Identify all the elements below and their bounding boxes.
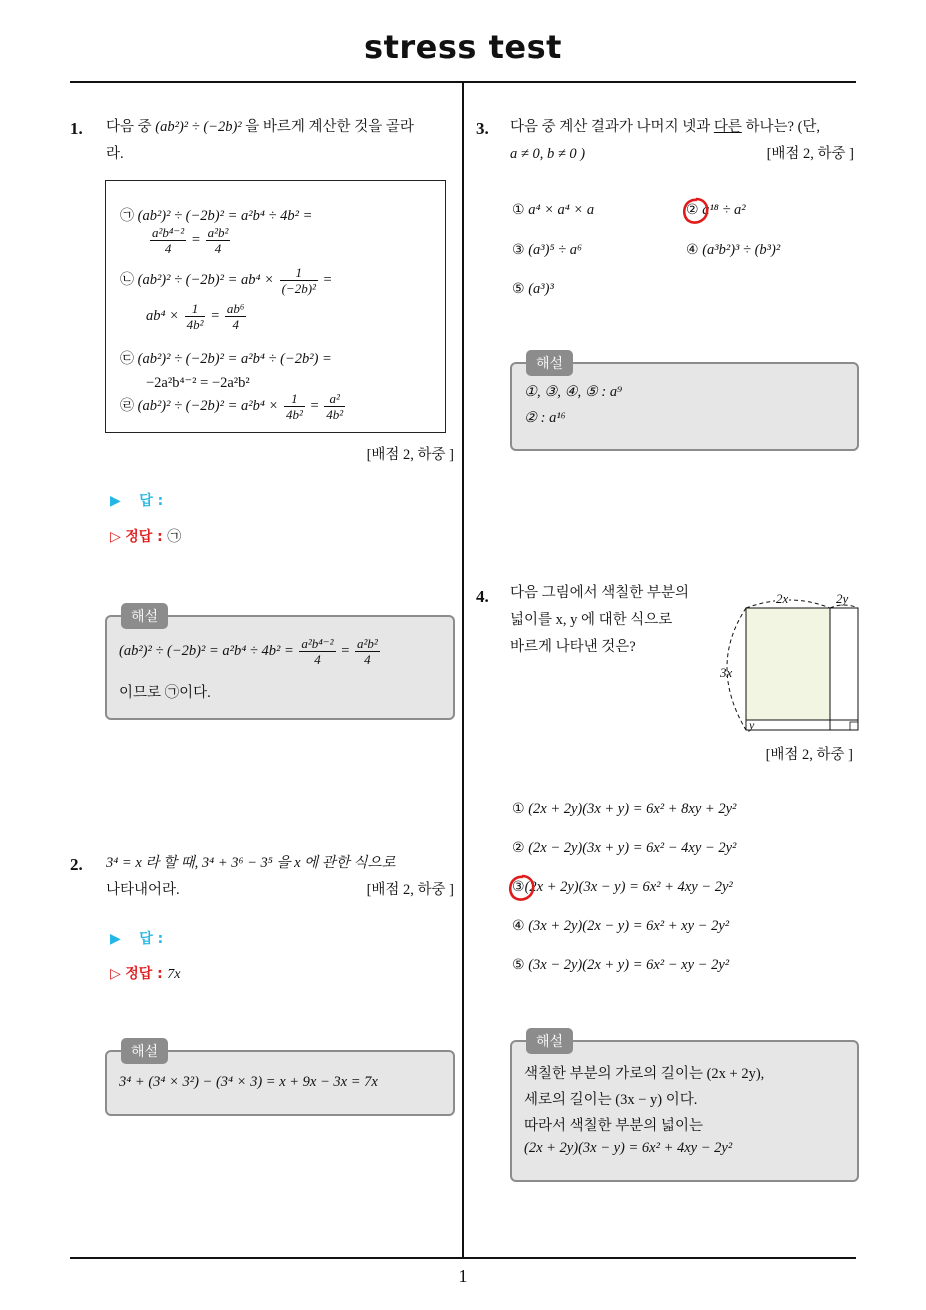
- answer-circle-icon: [506, 872, 538, 904]
- q3-option-5[interactable]: ⑤ (a³)³: [512, 281, 554, 297]
- q2-solution-line1: 3⁴ + (3⁴ × 3²) − (3⁴ × 3) = x + 9x − 3x = 7x: [119, 1074, 378, 1090]
- q4-solution-line2: 세로의 길이는 (3x − y) 이다.: [524, 1092, 698, 1108]
- q4-number: 4.: [476, 587, 489, 606]
- q3-meta: [배점 2, 하중 ]: [766, 146, 854, 162]
- q3-option-3[interactable]: ③ (a³)⁵ ÷ a⁶: [512, 242, 582, 258]
- q2-solution-box: [105, 1044, 455, 1116]
- q4-fig-topright-label: 2y: [836, 591, 849, 606]
- q4-option-2[interactable]: ② (2x − 2y)(3x + y) = 6x² − 4xy − 2y²: [512, 840, 737, 856]
- q3-solution-line1: ①, ③, ④, ⑤ : a⁹: [524, 384, 623, 400]
- answer-arrow-icon: ▶: [110, 493, 121, 509]
- q3-text-l2: a ≠ 0, b ≠ 0 ): [510, 146, 586, 162]
- q4-option-3[interactable]: ③(2x + 2y)(3x − y) = 6x² + 4xy − 2y²: [512, 879, 733, 896]
- q2-text-l1: 3⁴ = x 라 할 때, 3⁴ + 3⁶ − 3⁵ 을 x 에 관한 식으로: [106, 855, 396, 871]
- q3-option-4[interactable]: ④ (a³b²)³ ÷ (b³)²: [686, 242, 781, 258]
- q1-solution-line1: (ab²)² ÷ (−2b)² = a²b⁴ ÷ 4b² = $\frac{\text{a²b⁴⁻²}}{4}$ = $\frac{\text{a²b²}}{4}$: [119, 636, 378, 667]
- q1-text-c: 라.: [106, 146, 124, 162]
- q1-b-frac2: $\frac{1}{\text{4b²}}$: [186, 301, 204, 332]
- q1-question: [106, 114, 456, 168]
- q3-option-2[interactable]: ② a¹⁸ ÷ a²: [686, 202, 746, 219]
- q2-correct-row: ▷ 정답 : 7x: [110, 966, 181, 982]
- q3-solution-tag: 해설: [526, 350, 573, 376]
- q2-question: [106, 850, 456, 904]
- q2-text-l2: 나타내어라.: [106, 882, 180, 898]
- q2-solution-tag: 해설: [121, 1038, 168, 1064]
- answer-circle-icon: [680, 195, 712, 227]
- q1-option-c-line2: −2a²b⁴⁻² = −2a²b²: [146, 375, 250, 391]
- q1-d-frac2: $\frac{\text{a²}}{\text{4b²}}$: [326, 391, 344, 422]
- q1-a-frac1: $\frac{\text{a²b⁴⁻²}}{4}$: [152, 225, 185, 256]
- q3-underline: 다른: [713, 119, 742, 135]
- q4-solution-tag: 해설: [526, 1028, 573, 1054]
- correct-arrow-icon: ▷: [110, 529, 121, 545]
- q4-fig-left-label: 3x: [720, 665, 733, 680]
- footer-rule: [70, 1257, 856, 1259]
- q3-solution-box: [510, 356, 859, 451]
- q1-option-d[interactable]: ㉣ (ab²)² ÷ (−2b)² = a²b⁴ × $\frac{1}{\text{4b²}}$ = $\frac{\text{a²}}{\text{4b²}}$: [120, 391, 344, 422]
- q1-a-frac2: $\frac{\text{a²b²}}{4}$: [207, 225, 229, 256]
- q3-question: 다음 중 계산 결과가 나머지 넷과 다른 하나는? (단, a ≠ 0, b ≠ 0 ) [배점 2, 하중 ]: [510, 114, 858, 168]
- q1-d-frac1: $\frac{1}{\text{4b²}}$: [285, 391, 303, 422]
- q3-number: 3.: [476, 119, 489, 138]
- q1-option-b[interactable]: ㉡ (ab²)² ÷ (−2b)² = ab⁴ × $\frac{1}{\text{(−2b)²}}$ =: [120, 265, 332, 296]
- q1-option-c[interactable]: ㉢ (ab²)² ÷ (−2b)² = a²b⁴ ÷ (−2b²) =: [120, 351, 332, 367]
- q1-b-frac1: $\frac{1}{\text{(−2b)²}}$: [281, 265, 316, 296]
- answer-arrow-icon: ▶: [110, 931, 121, 947]
- q1-text-a: 다음 중: [106, 119, 152, 135]
- q1-number: 1.: [70, 119, 83, 138]
- q1-options-box: [105, 180, 446, 433]
- q4-solution-line4: (2x + 2y)(3x − y) = 6x² + 4xy − 2y²: [524, 1140, 733, 1156]
- q1-solution-box: [105, 609, 455, 720]
- page-title: stress test: [364, 28, 562, 66]
- q2-answer-row[interactable]: ▶ 답 :: [110, 931, 164, 947]
- q4-option-1[interactable]: ① (2x + 2y)(3x + y) = 6x² + 8xy + 2y²: [512, 801, 737, 817]
- q4-solution-box: [510, 1034, 859, 1182]
- q1-option-a-line2: $\frac{\text{a²b⁴⁻²}}{4}$ = $\frac{\text{a²b²}}{4}$: [152, 225, 229, 256]
- q1-option-a[interactable]: ㉠ (ab²)² ÷ (−2b)² = a²b⁴ ÷ 4b² =: [120, 208, 313, 224]
- q1-text-b: 을 바르게 계산한 것을 골라: [245, 119, 414, 135]
- q3-option-1[interactable]: ① a⁴ × a⁴ × a: [512, 202, 595, 218]
- q4-figure: [712, 588, 862, 748]
- q4-fig-bottom-label: y: [749, 718, 755, 732]
- q4-option-5[interactable]: ⑤ (3x − 2y)(2x + y) = 6x² − xy − 2y²: [512, 957, 730, 973]
- q1-solution-line2: 이므로 ㉠이다.: [119, 685, 211, 701]
- q3-solution-line2: ② : a¹⁶: [524, 410, 566, 426]
- q1-option-b-line2: ab⁴ × $\frac{1}{\text{4b²}}$ = $\frac{\text{ab⁶}}{4}$: [146, 301, 245, 332]
- q4-solution-line3: 따라서 색칠한 부분의 넓이는: [524, 1118, 703, 1134]
- page-number: 1: [458, 1266, 468, 1286]
- q2-number: 2.: [70, 855, 83, 874]
- correct-arrow-icon: ▷: [110, 966, 121, 982]
- q1-expr: (ab²)² ÷ (−2b)²: [155, 119, 242, 135]
- q2-meta: [배점 2, 하중 ]: [366, 882, 454, 898]
- q1-answer-row[interactable]: ▶ 답 :: [110, 493, 164, 509]
- q4-meta: [배점 2, 하중 ]: [765, 747, 853, 763]
- column-divider: [462, 83, 464, 1259]
- q1-meta: [배점 2, 하중 ]: [366, 447, 454, 463]
- q4-question: 다음 그림에서 색칠한 부분의 넓이를 x, y 에 대한 식으로 바르게 나타낸 것은?: [510, 585, 689, 655]
- q4-fig-top-label: 2x: [776, 591, 789, 606]
- q1-solution-tag: 해설: [121, 603, 168, 629]
- q1-b-frac3: $\frac{\text{ab⁶}}{4}$: [226, 301, 245, 332]
- q4-solution-line1: 색칠한 부분의 가로의 길이는 (2x + 2y),: [524, 1066, 765, 1082]
- q1-correct-row: ▷ 정답 : ㉠: [110, 529, 182, 545]
- q4-option-4[interactable]: ④ (3x + 2y)(2x − y) = 6x² + xy − 2y²: [512, 918, 730, 934]
